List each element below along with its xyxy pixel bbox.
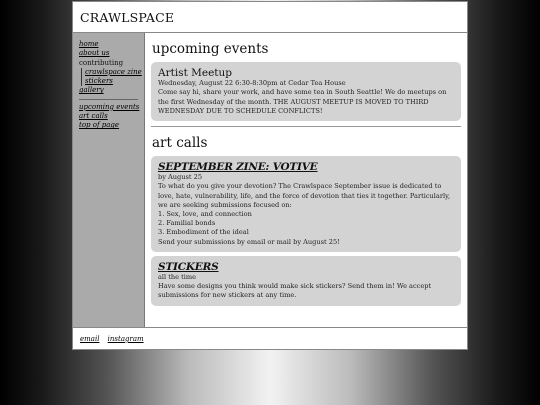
zine-call-body: To what do you give your devotion? The Crawlspace September issue is dedicated to love, hate, vulnerability, life, and the force of devotion that ties it together. Particularly, we are seeking submissions focused on:: [158, 182, 451, 209]
event-body: Come say hi, share your work, and have some tea in South Seattle! We do meetups on the first Wednesday of the month. THE AUGUST MEETUP IS MOVED TO THIRD WEDNESDAY DUE TO SCHEDULE CONFLICTS!: [158, 88, 447, 115]
sidebar-divider: [79, 99, 138, 100]
event-when: Wednesday, August 22 6:30-8:30pm at Cedar Tea House: [158, 79, 346, 88]
site-header: [73, 2, 467, 33]
nav-contributing-label: contributing: [79, 58, 124, 67]
footer-instagram-link[interactable]: instagram: [107, 335, 144, 343]
main-content: [145, 33, 467, 327]
nav-art-calls-link[interactable]: art calls: [79, 112, 108, 121]
zine-call-card: [151, 156, 461, 252]
page-body: [73, 33, 467, 327]
zine-call-due: by August 25: [158, 173, 203, 182]
nav-gallery-link[interactable]: gallery: [79, 86, 104, 95]
event-card: [151, 62, 461, 121]
nav-upcoming-events-link[interactable]: upcoming events: [79, 102, 140, 111]
upcoming-events-heading: upcoming events: [152, 41, 269, 57]
stickers-call-body: Have some designs you think would make sick stickers? Send them in! We accept submissions for new stickers at any time.: [158, 282, 432, 300]
nav-home-link[interactable]: home: [79, 40, 99, 48]
nav-about-link[interactable]: about us: [79, 49, 110, 58]
nav-top-link[interactable]: top of page: [79, 121, 120, 130]
section-divider: [151, 126, 461, 127]
stickers-call-due: all the time: [158, 273, 197, 282]
stickers-call-card: [151, 256, 461, 306]
zine-call-title[interactable]: SEPTEMBER ZINE: VOTIVE: [158, 161, 318, 174]
sidebar-nav: [73, 33, 145, 327]
page-container: [72, 1, 468, 350]
list-item: 2. Familial bonds: [158, 219, 455, 228]
nav-zine-link[interactable]: crawlspace zine: [81, 68, 144, 77]
footer-email-link[interactable]: email: [80, 335, 100, 343]
event-title: Artist Meetup: [158, 67, 233, 79]
stickers-call-title[interactable]: STICKERS: [158, 260, 219, 273]
art-calls-heading: art calls: [152, 135, 208, 152]
zine-topic-list: [158, 210, 455, 238]
zine-call-closing: Send your submissions by email or mail by August 25!: [158, 237, 340, 246]
list-item: 1. Sex, love, and connection: [158, 210, 455, 219]
site-footer: [73, 327, 467, 350]
nav-stickers-link[interactable]: stickers: [81, 77, 144, 86]
list-item: 3. Embodiment of the ideal: [158, 228, 455, 237]
site-title: CRAWLSPACE: [80, 10, 175, 25]
